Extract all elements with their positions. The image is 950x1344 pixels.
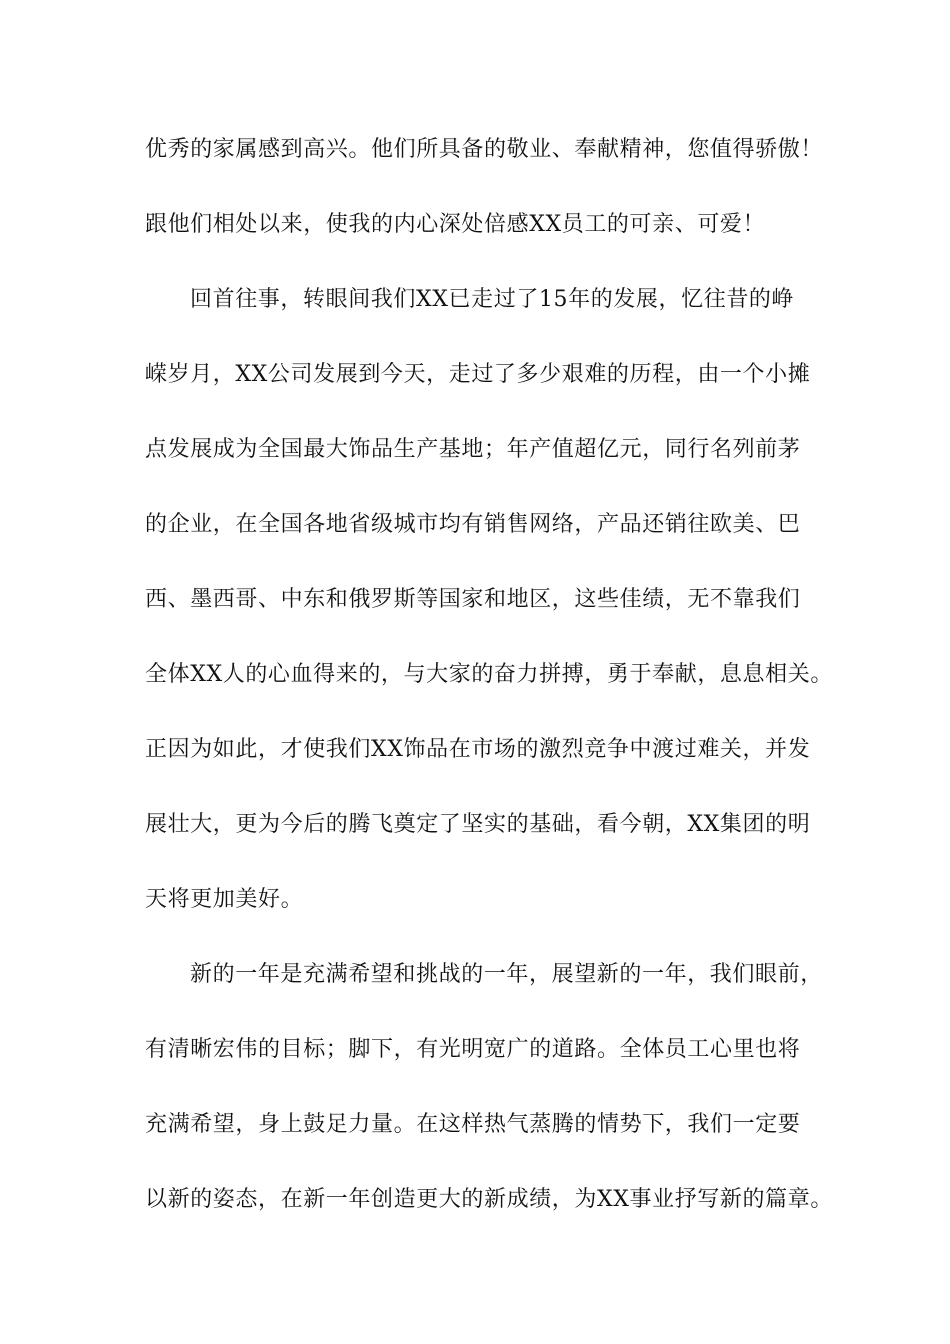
document-body — [145, 122, 833, 1247]
text-line: 以新的姿态，在新一年创造更大的新成绩，为XX事业抒写新的篇章。 — [145, 1187, 833, 1212]
text-line: 优秀的家属感到高兴。他们所具备的敬业、奉献精神，您值得骄傲！ — [145, 137, 824, 162]
text-line: 西、墨西哥、中东和俄罗斯等国家和地区，这些佳绩，无不靠我们 — [145, 587, 801, 612]
paragraph-start-line: 新的一年是充满希望和挑战的一年，展望新的一年，我们眼前， — [190, 962, 823, 987]
text-line: 充满希望，身上鼓足力量。在这样热气蒸腾的情势下，我们一定要 — [145, 1112, 801, 1137]
text-line: 全体XX人的心血得来的，与大家的奋力拼搏，勇于奉献，息息相关。 — [145, 662, 833, 687]
text-line: 跟他们相处以来，使我的内心深处倍感XX员工的可亲、可爱！ — [145, 212, 766, 237]
text-line: 的企业，在全国各地省级城市均有销售网络，产品还销往欧美、巴 — [145, 512, 801, 537]
text-line: 点发展成为全国最大饰品生产基地；年产值超亿元，同行名列前茅 — [145, 437, 801, 462]
paragraph-start-line: 回首往事，转眼间我们XX已走过了15年的发展，忆往昔的峥 — [190, 287, 795, 312]
text-line: 展壮大，更为今后的腾飞奠定了坚实的基础，看今朝，XX集团的明 — [145, 812, 811, 837]
text-line: 天将更加美好。 — [145, 887, 304, 912]
text-line: 有清晰宏伟的目标；脚下，有光明宽广的道路。全体员工心里也将 — [145, 1037, 801, 1062]
text-line: 嵘岁月，XX公司发展到今天，走过了多少艰难的历程，由一个小摊 — [145, 362, 811, 387]
text-line: 正因为如此，才使我们XX饰品在市场的激烈竞争中渡过难关，并发 — [145, 737, 811, 762]
